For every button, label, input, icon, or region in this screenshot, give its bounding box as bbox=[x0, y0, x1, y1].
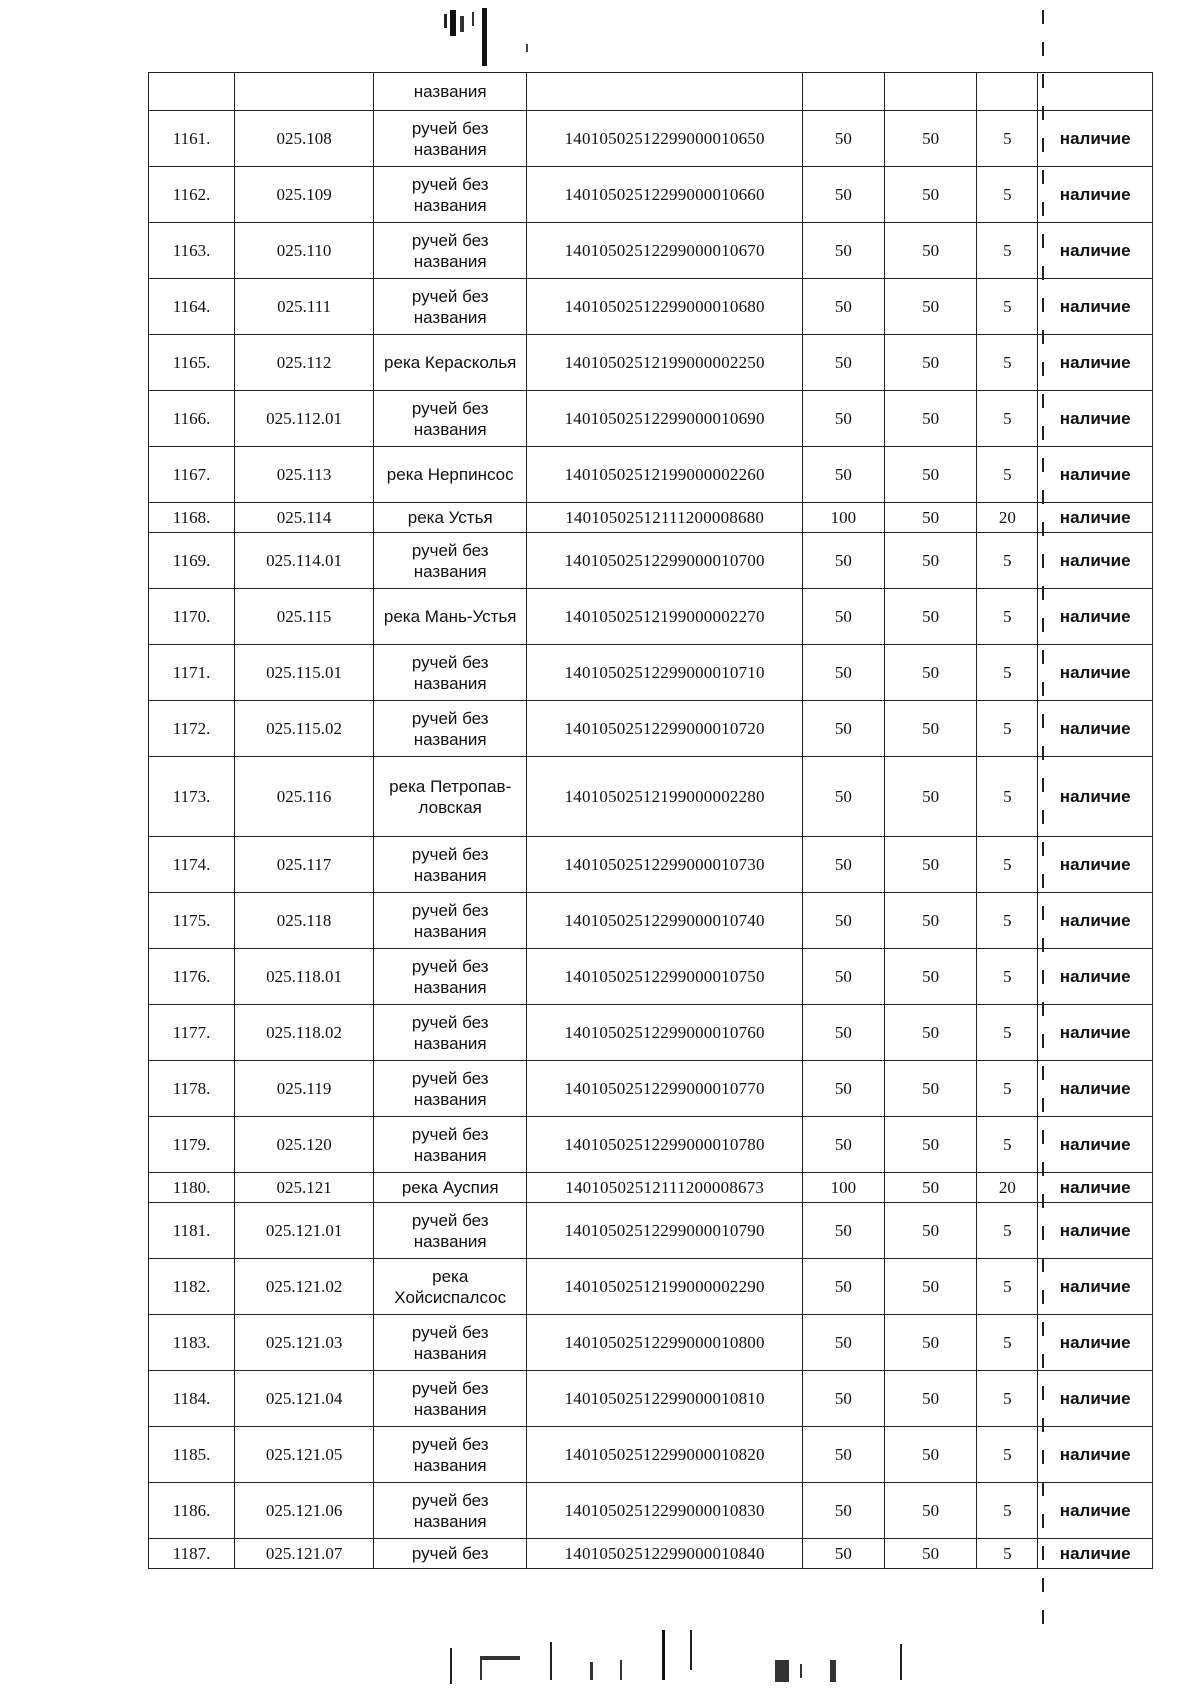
cell-num: 1185. bbox=[149, 1427, 235, 1483]
cell-reg: 14010502512299000010650 bbox=[527, 111, 802, 167]
cell-status: наличие bbox=[1038, 1117, 1153, 1173]
cell-c2: 50 bbox=[884, 1371, 977, 1427]
cell-code: 025.110 bbox=[235, 223, 374, 279]
cell-name: ручей без названия bbox=[373, 533, 526, 589]
cell-num: 1173. bbox=[149, 757, 235, 837]
cell-c1 bbox=[802, 73, 884, 111]
cell-num: 1162. bbox=[149, 167, 235, 223]
table-row bbox=[149, 837, 1153, 893]
cell-c2: 50 bbox=[884, 447, 977, 503]
cell-num: 1165. bbox=[149, 335, 235, 391]
cell-status: наличие bbox=[1038, 335, 1153, 391]
cell-reg: 14010502512199000002250 bbox=[527, 335, 802, 391]
cell-code: 025.119 bbox=[235, 1061, 374, 1117]
cell-status: наличие bbox=[1038, 837, 1153, 893]
cell-code: 025.112 bbox=[235, 335, 374, 391]
cell-c3: 5 bbox=[977, 223, 1038, 279]
cell-c2: 50 bbox=[884, 1427, 977, 1483]
cell-code bbox=[235, 73, 374, 111]
cell-c1: 50 bbox=[802, 335, 884, 391]
cell-reg: 14010502512299000010720 bbox=[527, 701, 802, 757]
cell-code: 025.120 bbox=[235, 1117, 374, 1173]
cell-c2: 50 bbox=[884, 589, 977, 645]
cell-c1: 50 bbox=[802, 1005, 884, 1061]
cell-c1: 100 bbox=[802, 1173, 884, 1203]
cell-status: наличие bbox=[1038, 949, 1153, 1005]
cell-c3: 5 bbox=[977, 1203, 1038, 1259]
table-row bbox=[149, 645, 1153, 701]
cell-name: ручей без названия bbox=[373, 837, 526, 893]
cell-c3: 5 bbox=[977, 1315, 1038, 1371]
cell-num: 1187. bbox=[149, 1539, 235, 1569]
cell-num: 1182. bbox=[149, 1259, 235, 1315]
cell-num: 1169. bbox=[149, 533, 235, 589]
cell-reg: 14010502512299000010840 bbox=[527, 1539, 802, 1569]
cell-status: наличие bbox=[1038, 1371, 1153, 1427]
cell-status: наличие bbox=[1038, 893, 1153, 949]
cell-status: наличие bbox=[1038, 701, 1153, 757]
cell-c1: 50 bbox=[802, 167, 884, 223]
cell-code: 025.115.02 bbox=[235, 701, 374, 757]
cell-c2: 50 bbox=[884, 1173, 977, 1203]
cell-name: река Хойсиспалсос bbox=[373, 1259, 526, 1315]
cell-c2: 50 bbox=[884, 279, 977, 335]
cell-c2: 50 bbox=[884, 503, 977, 533]
cell-c2: 50 bbox=[884, 111, 977, 167]
cell-code: 025.118.01 bbox=[235, 949, 374, 1005]
cell-reg: 14010502512299000010770 bbox=[527, 1061, 802, 1117]
cell-name: ручей без названия bbox=[373, 645, 526, 701]
cell-status: наличие bbox=[1038, 1259, 1153, 1315]
table-row bbox=[149, 533, 1153, 589]
cell-reg: 14010502512199000002280 bbox=[527, 757, 802, 837]
cell-c3: 5 bbox=[977, 1259, 1038, 1315]
cell-status: наличие bbox=[1038, 1483, 1153, 1539]
cell-c3: 5 bbox=[977, 447, 1038, 503]
table-row bbox=[149, 447, 1153, 503]
cell-code: 025.113 bbox=[235, 447, 374, 503]
cell-status: наличие bbox=[1038, 447, 1153, 503]
table-row bbox=[149, 757, 1153, 837]
cell-c2: 50 bbox=[884, 167, 977, 223]
table-row bbox=[149, 589, 1153, 645]
cell-name: ручей без названия bbox=[373, 1005, 526, 1061]
cell-c2: 50 bbox=[884, 391, 977, 447]
cell-num: 1180. bbox=[149, 1173, 235, 1203]
cell-status: наличие bbox=[1038, 391, 1153, 447]
cell-c3: 5 bbox=[977, 1483, 1038, 1539]
cell-c2: 50 bbox=[884, 645, 977, 701]
cell-c1: 50 bbox=[802, 757, 884, 837]
cell-c3: 5 bbox=[977, 1061, 1038, 1117]
cell-name: ручей без названия bbox=[373, 1483, 526, 1539]
cell-status: наличие bbox=[1038, 1427, 1153, 1483]
cell-c3 bbox=[977, 73, 1038, 111]
cell-name: ручей без названия bbox=[373, 701, 526, 757]
cell-c1: 50 bbox=[802, 1315, 884, 1371]
cell-name: ручей без названия bbox=[373, 1061, 526, 1117]
cell-status: наличие bbox=[1038, 1315, 1153, 1371]
cell-status: наличие bbox=[1038, 1061, 1153, 1117]
cell-name: ручей без названия bbox=[373, 111, 526, 167]
cell-c3: 5 bbox=[977, 1539, 1038, 1569]
cell-reg: 14010502512199000002260 bbox=[527, 447, 802, 503]
cell-c3: 5 bbox=[977, 701, 1038, 757]
cell-reg: 14010502512299000010760 bbox=[527, 1005, 802, 1061]
cell-num: 1163. bbox=[149, 223, 235, 279]
cell-c3: 5 bbox=[977, 1117, 1038, 1173]
table-row bbox=[149, 701, 1153, 757]
table-row bbox=[149, 1117, 1153, 1173]
cell-code: 025.114 bbox=[235, 503, 374, 533]
cell-name: ручей без названия bbox=[373, 1203, 526, 1259]
cell-status: наличие bbox=[1038, 223, 1153, 279]
cell-name: ручей без названия bbox=[373, 1427, 526, 1483]
cell-c2: 50 bbox=[884, 1117, 977, 1173]
cell-c3: 5 bbox=[977, 589, 1038, 645]
cell-reg: 14010502512299000010820 bbox=[527, 1427, 802, 1483]
cell-status: наличие bbox=[1038, 1005, 1153, 1061]
cell-name: ручей без названия bbox=[373, 1371, 526, 1427]
cell-code: 025.114.01 bbox=[235, 533, 374, 589]
cell-c2: 50 bbox=[884, 949, 977, 1005]
cell-c2: 50 bbox=[884, 1315, 977, 1371]
cell-status: наличие bbox=[1038, 1203, 1153, 1259]
cell-num: 1172. bbox=[149, 701, 235, 757]
cell-c2: 50 bbox=[884, 1005, 977, 1061]
cell-code: 025.112.01 bbox=[235, 391, 374, 447]
cell-c3: 5 bbox=[977, 757, 1038, 837]
table-row bbox=[149, 279, 1153, 335]
table-row bbox=[149, 1203, 1153, 1259]
cell-name: река Ауспия bbox=[373, 1173, 526, 1203]
cell-reg: 14010502512199000002270 bbox=[527, 589, 802, 645]
cell-c1: 50 bbox=[802, 589, 884, 645]
cell-c3: 5 bbox=[977, 391, 1038, 447]
cell-status: наличие bbox=[1038, 589, 1153, 645]
cell-num bbox=[149, 73, 235, 111]
cell-num: 1168. bbox=[149, 503, 235, 533]
cell-code: 025.116 bbox=[235, 757, 374, 837]
table-row bbox=[149, 1483, 1153, 1539]
cell-reg: 14010502512299000010710 bbox=[527, 645, 802, 701]
table-row bbox=[149, 223, 1153, 279]
table-row bbox=[149, 1427, 1153, 1483]
cell-c1: 100 bbox=[802, 503, 884, 533]
cell-reg: 14010502512299000010680 bbox=[527, 279, 802, 335]
table-row bbox=[149, 167, 1153, 223]
cell-c1: 50 bbox=[802, 701, 884, 757]
cell-c2: 50 bbox=[884, 1259, 977, 1315]
cell-reg: 14010502512299000010790 bbox=[527, 1203, 802, 1259]
cell-num: 1164. bbox=[149, 279, 235, 335]
cell-c1: 50 bbox=[802, 949, 884, 1005]
cell-code: 025.115 bbox=[235, 589, 374, 645]
cell-name: ручей без названия bbox=[373, 949, 526, 1005]
table-row bbox=[149, 335, 1153, 391]
cell-num: 1166. bbox=[149, 391, 235, 447]
cell-c3: 5 bbox=[977, 111, 1038, 167]
cell-num: 1174. bbox=[149, 837, 235, 893]
table-row bbox=[149, 1259, 1153, 1315]
cell-c1: 50 bbox=[802, 1061, 884, 1117]
cell-name: ручей без bbox=[373, 1539, 526, 1569]
cell-status: наличие bbox=[1038, 1539, 1153, 1569]
cell-status: наличие bbox=[1038, 645, 1153, 701]
cell-num: 1171. bbox=[149, 645, 235, 701]
cell-name: ручей без названия bbox=[373, 893, 526, 949]
cell-c2: 50 bbox=[884, 223, 977, 279]
cell-name: река Нерпинсос bbox=[373, 447, 526, 503]
cell-status: наличие bbox=[1038, 757, 1153, 837]
cell-num: 1178. bbox=[149, 1061, 235, 1117]
cell-c3: 5 bbox=[977, 335, 1038, 391]
cell-status: наличие bbox=[1038, 503, 1153, 533]
cell-c1: 50 bbox=[802, 1371, 884, 1427]
cell-c3: 5 bbox=[977, 949, 1038, 1005]
cell-c3: 5 bbox=[977, 893, 1038, 949]
cell-c3: 5 bbox=[977, 1371, 1038, 1427]
cell-reg: 14010502512299000010740 bbox=[527, 893, 802, 949]
table-row bbox=[149, 1061, 1153, 1117]
cell-reg: 14010502512111200008673 bbox=[527, 1173, 802, 1203]
cell-code: 025.121.03 bbox=[235, 1315, 374, 1371]
cell-c2: 50 bbox=[884, 533, 977, 589]
scan-artifact-top bbox=[430, 8, 550, 78]
cell-reg: 14010502512299000010780 bbox=[527, 1117, 802, 1173]
cell-name: река Мань-Устья bbox=[373, 589, 526, 645]
cell-c1: 50 bbox=[802, 279, 884, 335]
cell-reg: 14010502512299000010700 bbox=[527, 533, 802, 589]
cell-name: река Петропав-ловская bbox=[373, 757, 526, 837]
cell-reg: 14010502512299000010660 bbox=[527, 167, 802, 223]
cell-name: ручей без названия bbox=[373, 279, 526, 335]
cell-c3: 5 bbox=[977, 279, 1038, 335]
cell-c1: 50 bbox=[802, 223, 884, 279]
cell-c2: 50 bbox=[884, 1203, 977, 1259]
cell-status: наличие bbox=[1038, 111, 1153, 167]
cell-c1: 50 bbox=[802, 1483, 884, 1539]
cell-c2: 50 bbox=[884, 1061, 977, 1117]
cell-reg: 14010502512299000010800 bbox=[527, 1315, 802, 1371]
cell-status: наличие bbox=[1038, 279, 1153, 335]
cell-c3: 5 bbox=[977, 1005, 1038, 1061]
cell-c1: 50 bbox=[802, 645, 884, 701]
cell-status: наличие bbox=[1038, 533, 1153, 589]
cell-c1: 50 bbox=[802, 1539, 884, 1569]
cell-c3: 20 bbox=[977, 503, 1038, 533]
cell-num: 1175. bbox=[149, 893, 235, 949]
cell-c1: 50 bbox=[802, 1427, 884, 1483]
cell-code: 025.109 bbox=[235, 167, 374, 223]
cell-reg bbox=[527, 73, 802, 111]
cell-name: ручей без названия bbox=[373, 167, 526, 223]
cell-c3: 5 bbox=[977, 645, 1038, 701]
cell-name: ручей без названия bbox=[373, 391, 526, 447]
cell-name: река Керасколья bbox=[373, 335, 526, 391]
table-row bbox=[149, 1315, 1153, 1371]
cell-c1: 50 bbox=[802, 447, 884, 503]
cell-num: 1184. bbox=[149, 1371, 235, 1427]
table-row bbox=[149, 1371, 1153, 1427]
cell-name: названия bbox=[373, 73, 526, 111]
scan-artifact-bottom bbox=[440, 1630, 1040, 1690]
table-row bbox=[149, 949, 1153, 1005]
cell-reg: 14010502512299000010690 bbox=[527, 391, 802, 447]
cell-code: 025.121.04 bbox=[235, 1371, 374, 1427]
cell-reg: 14010502512299000010750 bbox=[527, 949, 802, 1005]
cell-name: река Устья bbox=[373, 503, 526, 533]
cell-reg: 14010502512111200008680 bbox=[527, 503, 802, 533]
cell-reg: 14010502512299000010810 bbox=[527, 1371, 802, 1427]
cell-c1: 50 bbox=[802, 1203, 884, 1259]
cell-c2: 50 bbox=[884, 757, 977, 837]
cell-c2: 50 bbox=[884, 1483, 977, 1539]
cell-status bbox=[1038, 73, 1153, 111]
cell-name: ручей без названия bbox=[373, 1315, 526, 1371]
water-registry-table bbox=[148, 72, 1153, 1569]
cell-reg: 14010502512299000010730 bbox=[527, 837, 802, 893]
cell-reg: 14010502512199000002290 bbox=[527, 1259, 802, 1315]
cell-num: 1186. bbox=[149, 1483, 235, 1539]
cell-code: 025.108 bbox=[235, 111, 374, 167]
cell-num: 1167. bbox=[149, 447, 235, 503]
cell-c1: 50 bbox=[802, 893, 884, 949]
cell-name: ручей без названия bbox=[373, 223, 526, 279]
cell-num: 1177. bbox=[149, 1005, 235, 1061]
cell-c1: 50 bbox=[802, 1259, 884, 1315]
cell-c3: 5 bbox=[977, 837, 1038, 893]
cell-c2: 50 bbox=[884, 1539, 977, 1569]
cell-num: 1170. bbox=[149, 589, 235, 645]
cell-code: 025.118 bbox=[235, 893, 374, 949]
cell-c2: 50 bbox=[884, 837, 977, 893]
table-row bbox=[149, 1173, 1153, 1203]
cell-code: 025.111 bbox=[235, 279, 374, 335]
cell-c1: 50 bbox=[802, 111, 884, 167]
table-row bbox=[149, 893, 1153, 949]
cell-c2: 50 bbox=[884, 701, 977, 757]
table-row bbox=[149, 1539, 1153, 1569]
cell-code: 025.121.01 bbox=[235, 1203, 374, 1259]
cell-c2: 50 bbox=[884, 893, 977, 949]
cell-c3: 20 bbox=[977, 1173, 1038, 1203]
cell-num: 1179. bbox=[149, 1117, 235, 1173]
cell-c1: 50 bbox=[802, 837, 884, 893]
cell-code: 025.121 bbox=[235, 1173, 374, 1203]
cell-c3: 5 bbox=[977, 1427, 1038, 1483]
cell-num: 1181. bbox=[149, 1203, 235, 1259]
cell-code: 025.121.02 bbox=[235, 1259, 374, 1315]
cell-name: ручей без названия bbox=[373, 1117, 526, 1173]
cell-num: 1183. bbox=[149, 1315, 235, 1371]
cell-code: 025.117 bbox=[235, 837, 374, 893]
table-row bbox=[149, 1005, 1153, 1061]
cell-reg: 14010502512299000010670 bbox=[527, 223, 802, 279]
cell-status: наличие bbox=[1038, 167, 1153, 223]
cell-c2: 50 bbox=[884, 335, 977, 391]
cell-c3: 5 bbox=[977, 533, 1038, 589]
cell-code: 025.115.01 bbox=[235, 645, 374, 701]
cell-num: 1176. bbox=[149, 949, 235, 1005]
cell-code: 025.121.06 bbox=[235, 1483, 374, 1539]
table-row bbox=[149, 391, 1153, 447]
cell-code: 025.121.05 bbox=[235, 1427, 374, 1483]
table-row bbox=[149, 111, 1153, 167]
table-row bbox=[149, 503, 1153, 533]
cell-code: 025.121.07 bbox=[235, 1539, 374, 1569]
cell-c3: 5 bbox=[977, 167, 1038, 223]
cell-reg: 14010502512299000010830 bbox=[527, 1483, 802, 1539]
cell-c2 bbox=[884, 73, 977, 111]
cell-c1: 50 bbox=[802, 533, 884, 589]
table-row-header-fragment bbox=[149, 73, 1153, 111]
cell-c1: 50 bbox=[802, 391, 884, 447]
cell-num: 1161. bbox=[149, 111, 235, 167]
cell-c1: 50 bbox=[802, 1117, 884, 1173]
cell-status: наличие bbox=[1038, 1173, 1153, 1203]
cell-code: 025.118.02 bbox=[235, 1005, 374, 1061]
